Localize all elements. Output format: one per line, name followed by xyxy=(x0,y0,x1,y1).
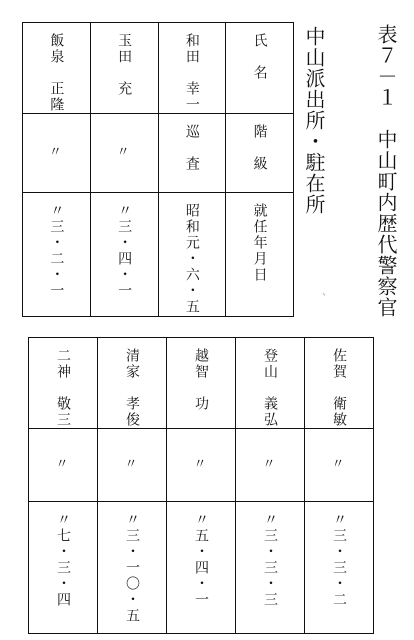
rank-cell: 〃 xyxy=(55,456,71,472)
name-cell: 越智 功 xyxy=(193,348,210,412)
date-cell: 〃三・二・一 xyxy=(48,203,65,299)
rank-cell: 〃 xyxy=(262,456,278,472)
name-cell: 登山 義弘 xyxy=(262,348,279,428)
name-row xyxy=(29,338,374,429)
rank-cell: 〃 xyxy=(193,456,209,472)
table-cell xyxy=(23,114,91,193)
name-cell: 清家 孝俊 xyxy=(124,348,141,428)
name-cell: 玉田 充 xyxy=(116,33,133,97)
table-cell xyxy=(23,23,91,114)
rank-cell: 〃 xyxy=(331,456,347,472)
table-cell xyxy=(23,193,91,317)
name-cell: 二神 敬三 xyxy=(55,348,72,428)
table-cell xyxy=(167,429,236,502)
header-name: 氏 名 xyxy=(251,33,268,81)
table-cell xyxy=(167,338,236,429)
table-cell xyxy=(305,502,374,634)
page-title: 表７－１ 中山町内歴代警察官 xyxy=(374,24,398,318)
table-cell xyxy=(29,338,98,429)
table-cell xyxy=(226,23,294,114)
table-cell xyxy=(29,429,98,502)
table-cell xyxy=(167,502,236,634)
table-cell xyxy=(158,114,226,193)
table-cell xyxy=(29,502,98,634)
date-cell: 〃三・三・二 xyxy=(331,512,348,608)
name-cell: 飯泉 正隆 xyxy=(48,33,65,113)
officer-table-bottom xyxy=(28,337,374,634)
date-row xyxy=(23,193,294,317)
header-rank: 階 級 xyxy=(251,124,268,172)
table-cell xyxy=(158,23,226,114)
table-cell xyxy=(90,114,158,193)
rank-cell: 〃 xyxy=(116,144,132,160)
table-cell xyxy=(236,502,305,634)
table-cell xyxy=(226,114,294,193)
table-cell xyxy=(98,429,167,502)
name-cell: 和田 幸一 xyxy=(183,33,200,113)
date-cell: 昭和元・六・五 xyxy=(183,203,200,315)
table-cell xyxy=(236,338,305,429)
table-cell xyxy=(98,502,167,634)
table-cell xyxy=(236,429,305,502)
date-cell: 〃三・一〇・五 xyxy=(124,512,141,624)
table-cell xyxy=(90,193,158,317)
rank-cell: 〃 xyxy=(48,144,64,160)
date-cell: 〃五・四・一 xyxy=(193,512,210,608)
table-cell xyxy=(90,23,158,114)
name-row xyxy=(23,23,294,114)
table-cell xyxy=(305,338,374,429)
date-cell: 〃七・三・四 xyxy=(55,512,72,608)
table-cell xyxy=(98,338,167,429)
header-date: 就任年月日 xyxy=(251,203,268,283)
stray-mark: 、 xyxy=(322,287,332,298)
table-cell xyxy=(305,429,374,502)
table-cell xyxy=(158,193,226,317)
date-row xyxy=(29,502,374,634)
section-subtitle: 中山派出所・駐在所 xyxy=(302,26,326,215)
rank-row xyxy=(29,429,374,502)
rank-cell: 〃 xyxy=(124,456,140,472)
name-cell: 佐賀 衛敏 xyxy=(331,348,348,428)
rank-cell: 巡 査 xyxy=(183,124,200,172)
date-cell: 〃三・四・一 xyxy=(116,203,133,299)
rank-row xyxy=(23,114,294,193)
date-cell: 〃三・三・三 xyxy=(262,512,279,608)
table-cell xyxy=(226,193,294,317)
officer-table-top xyxy=(22,22,294,317)
